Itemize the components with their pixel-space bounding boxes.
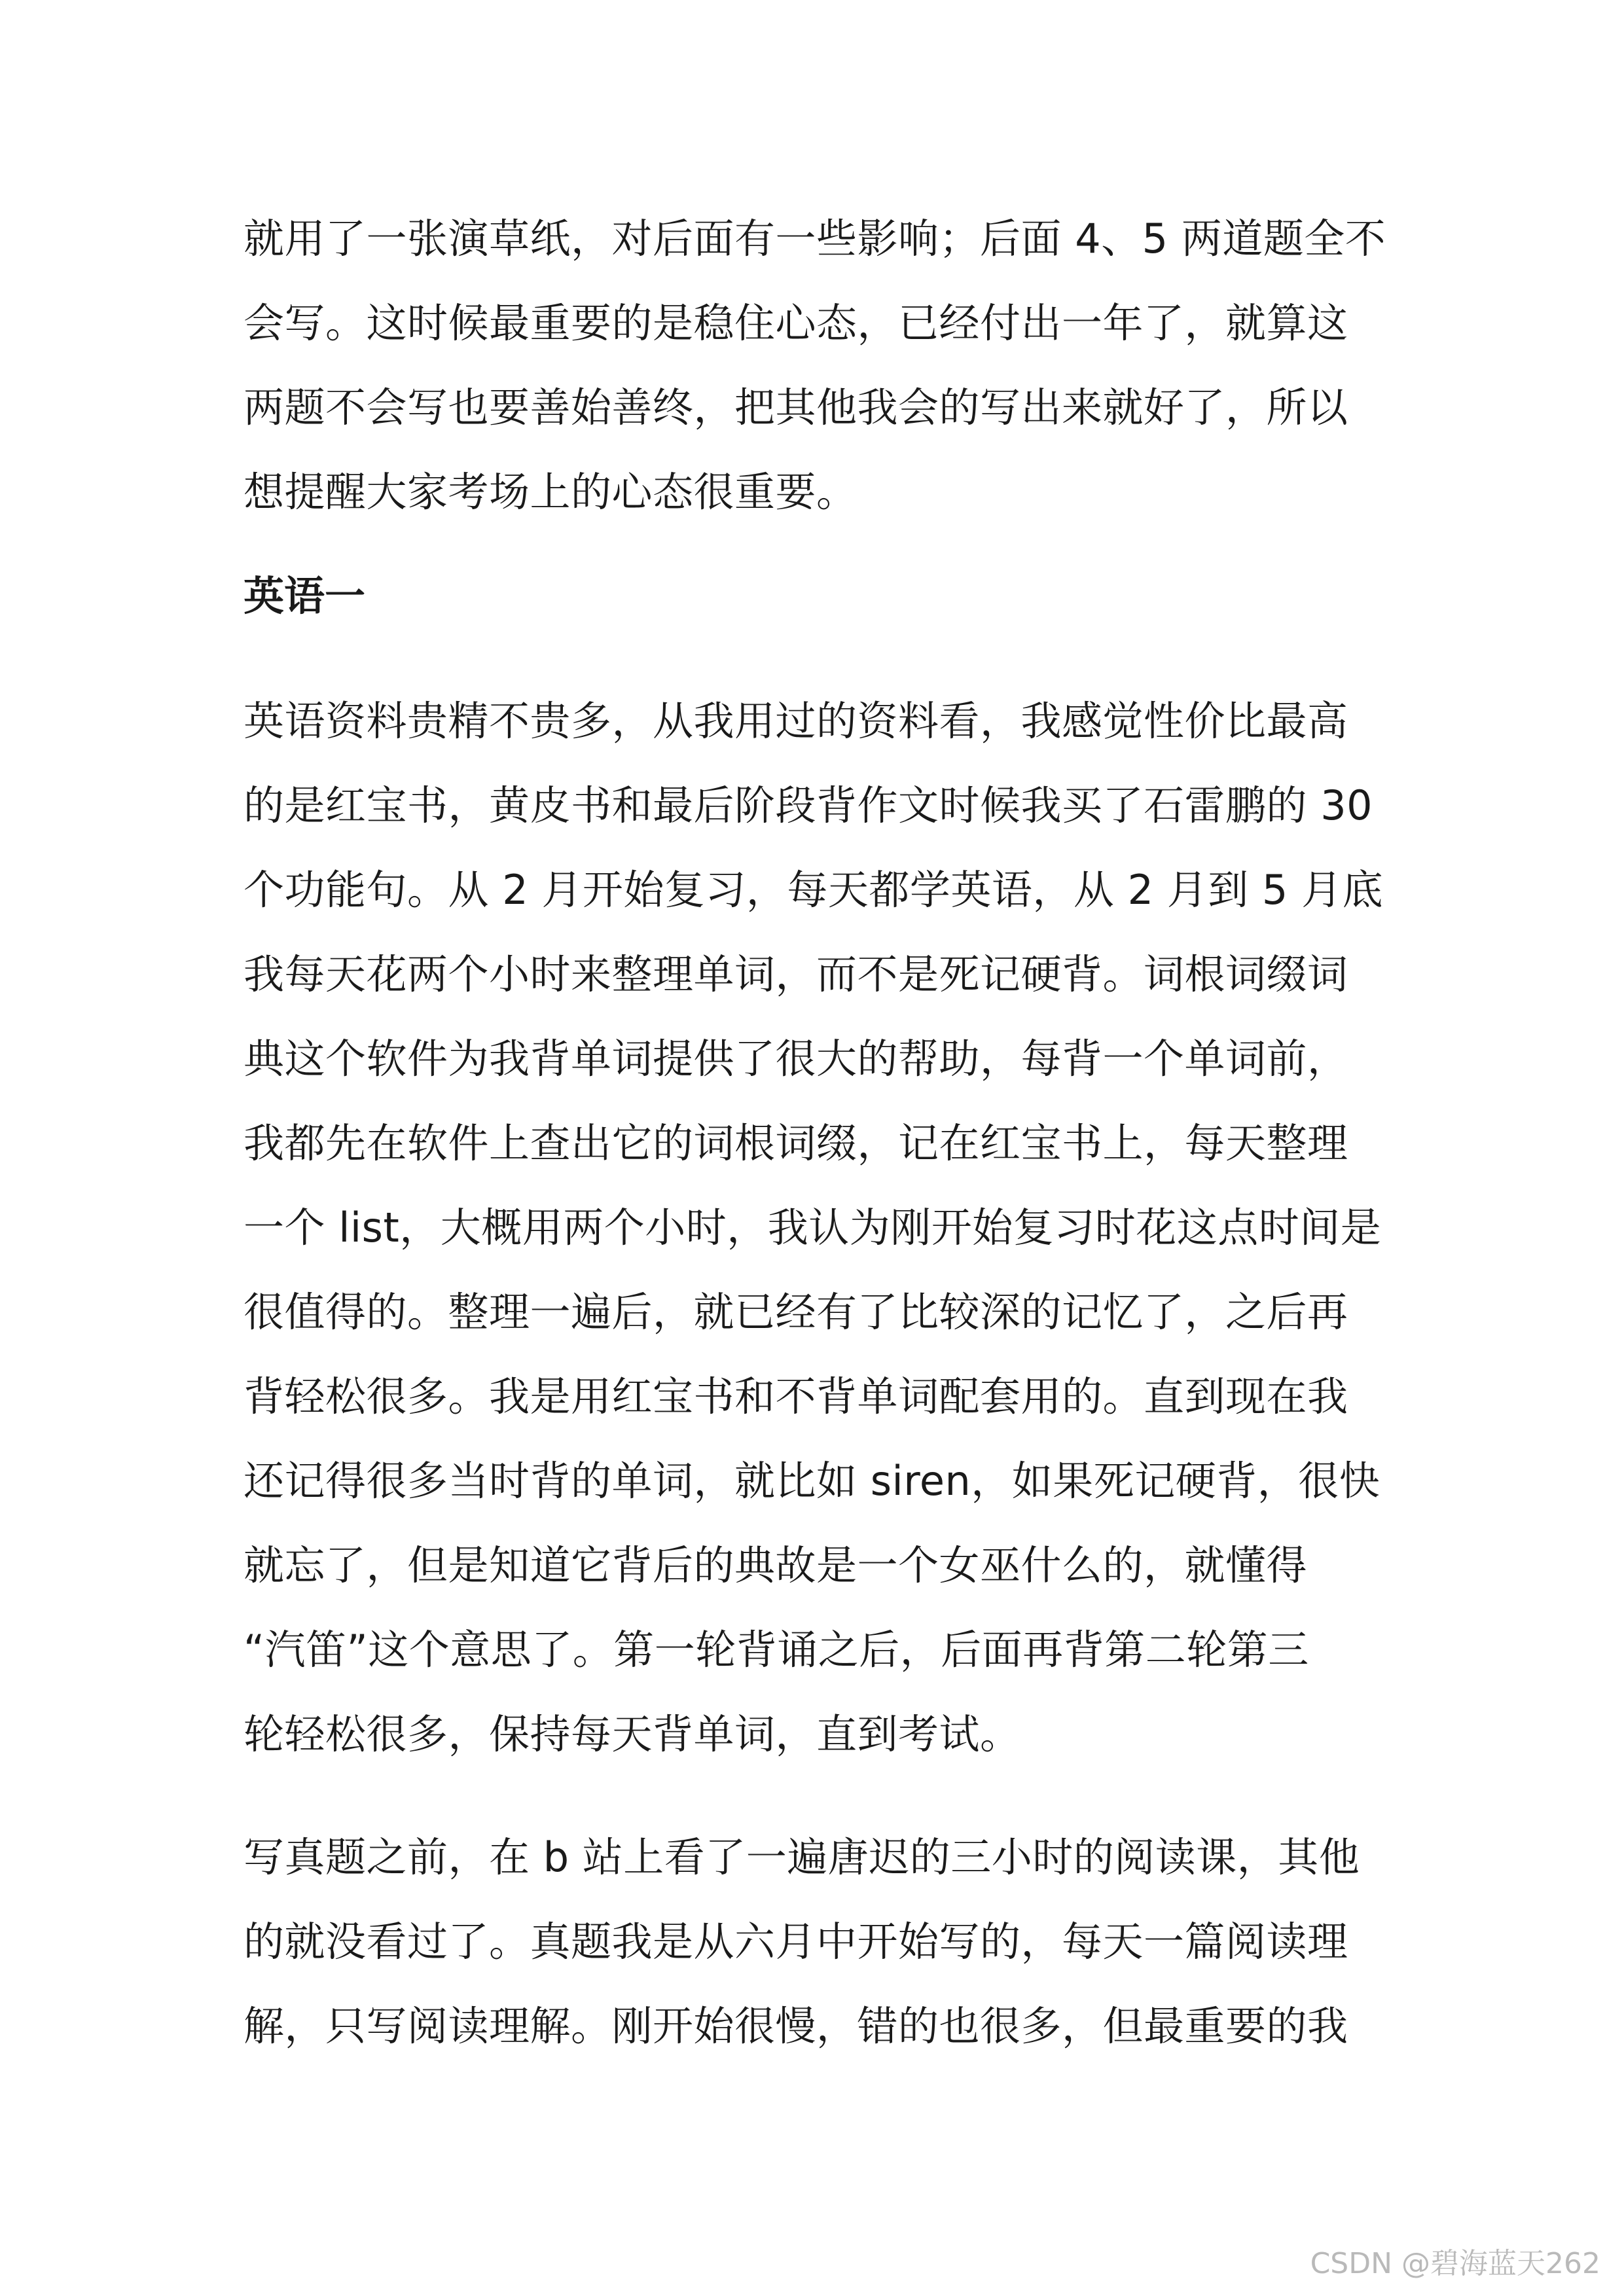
text-line: 就用了一张演草纸，对后面有一些影响；后面 4、5 两道题全不	[244, 215, 1386, 262]
text-line: 想提醒大家考场上的心态很重要。	[244, 468, 857, 516]
text-line: 很值得的。整理一遍后，就已经有了比较深的记忆了，之后再	[244, 1288, 1348, 1336]
text-line: 我都先在软件上查出它的词根词缀，记在红宝书上，每天整理	[244, 1119, 1348, 1167]
csdn-watermark: CSDN @碧海蓝天262	[1310, 2247, 1600, 2280]
text-line: 的是红宝书，黄皮书和最后阶段背作文时候我买了石雷鹏的 30	[244, 781, 1373, 829]
text-line: 轮轻松很多，保持每天背单词，直到考试。	[244, 1710, 1021, 1758]
document-body	[244, 196, 1396, 2068]
text-line: 个功能句。从 2 月开始复习，每天都学英语，从 2 月到 5 月底	[244, 866, 1384, 914]
text-line: 解，只写阅读理解。刚开始很慢，错的也很多，但最重要的我	[244, 2002, 1348, 2050]
paragraph-reading-practice	[244, 1815, 1396, 2068]
paragraph-english-materials	[244, 679, 1396, 1776]
text-line: 还记得很多当时背的单词，就比如 siren，如果死记硬背，很快	[244, 1457, 1380, 1505]
text-line: 背轻松很多。我是用红宝书和不背单词配套用的。直到现在我	[244, 1372, 1348, 1420]
text-line: 我每天花两个小时来整理单词，而不是死记硬背。词根词缀词	[244, 950, 1348, 998]
text-line: 两题不会写也要善始善终，把其他我会的写出来就好了，所以	[244, 384, 1348, 431]
text-line: 典这个软件为我背单词提供了很大的帮助，每背一个单词前，	[244, 1035, 1348, 1083]
text-line: 的就没看过了。真题我是从六月中开始写的，每天一篇阅读理	[244, 1918, 1348, 1965]
section-heading-english: 英语一	[244, 572, 366, 620]
paragraph-mindset	[244, 196, 1396, 534]
text-line: 英语资料贵精不贵多，从我用过的资料看，我感觉性价比最高	[244, 697, 1348, 745]
text-line: 会写。这时候最重要的是稳住心态，已经付出一年了，就算这	[244, 299, 1348, 347]
text-line: 就忘了，但是知道它背后的典故是一个女巫什么的，就懂得	[244, 1541, 1308, 1589]
text-line: 写真题之前，在 b 站上看了一遍唐迟的三小时的阅读课，其他	[244, 1833, 1360, 1881]
text-line: 一个 list，大概用两个小时，我认为刚开始复习时花这点时间是	[244, 1204, 1382, 1251]
text-line: “汽笛”这个意思了。第一轮背诵之后，后面再背第二轮第三	[244, 1626, 1309, 1674]
